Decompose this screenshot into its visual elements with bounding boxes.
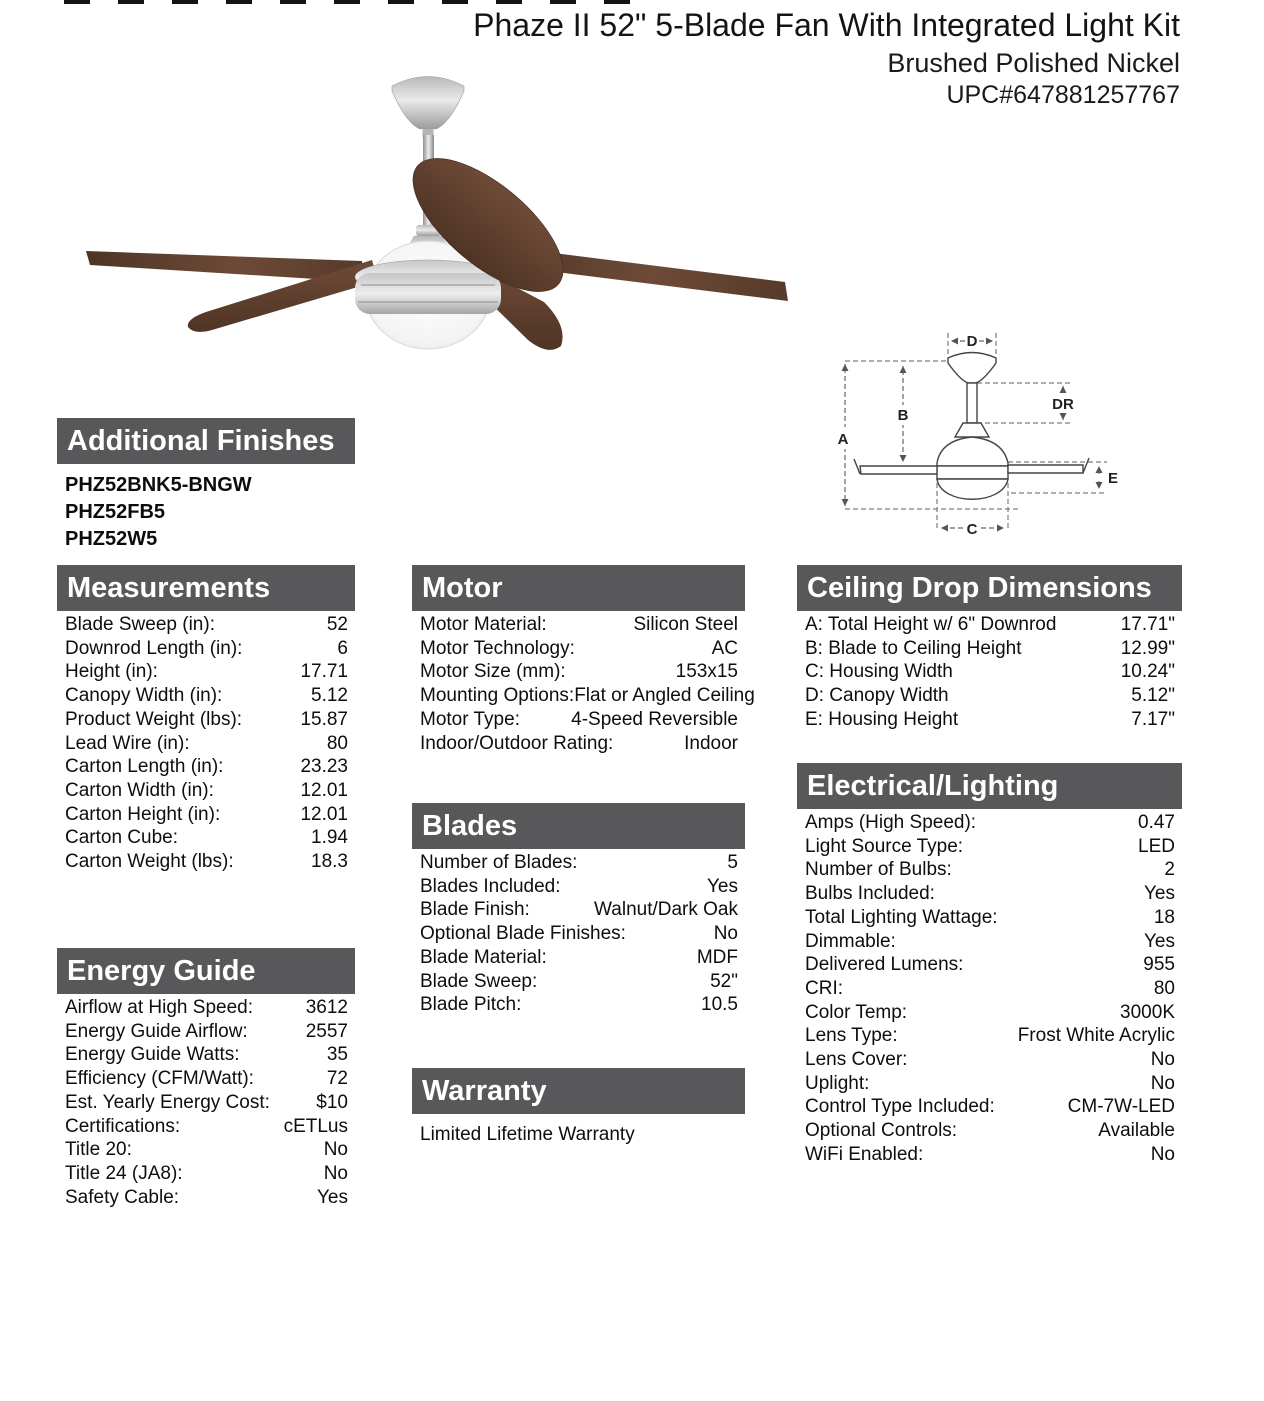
spec-label: Motor Type: xyxy=(420,708,520,730)
section-header-warranty: Warranty xyxy=(412,1068,745,1114)
spec-row xyxy=(57,755,355,779)
spec-value: 18 xyxy=(1153,906,1175,928)
finish-name: Brushed Polished Nickel xyxy=(887,48,1180,78)
spec-label: Airflow at High Speed: xyxy=(65,997,253,1018)
spec-label: Energy Guide Watts: xyxy=(65,1044,240,1066)
spec-label: B: Blade to Ceiling Height xyxy=(805,637,1022,659)
spec-row xyxy=(412,970,745,994)
spec-label: Lens Cover: xyxy=(805,1049,908,1071)
section-motor xyxy=(412,565,755,755)
spec-value: 17.71 xyxy=(300,661,348,683)
finish-model-number: PHZ52BNK5-BNGW xyxy=(65,474,252,496)
spec-label: Carton Width (in): xyxy=(65,779,214,801)
spec-value: $10 xyxy=(316,1091,348,1113)
diagram-label-d: D xyxy=(966,333,978,350)
spec-label: Optional Controls: xyxy=(805,1120,958,1142)
spec-row xyxy=(412,851,745,875)
spec-label: Optional Blade Finishes: xyxy=(420,923,626,945)
upc-code: UPC#647881257767 xyxy=(946,81,1180,109)
spec-row xyxy=(797,637,1182,661)
spec-label: Dimmable: xyxy=(805,930,896,952)
spec-value: 17.71" xyxy=(1120,614,1175,635)
spec-row xyxy=(57,803,355,827)
spec-value: No xyxy=(323,1139,348,1161)
spec-value: Yes xyxy=(1144,930,1175,952)
spec-value: 15.87 xyxy=(300,708,348,730)
section-blades xyxy=(412,803,745,1017)
spec-row xyxy=(57,732,355,756)
spec-row xyxy=(797,1095,1182,1119)
spec-label: Color Temp: xyxy=(805,1001,908,1023)
finish-model-number: PHZ52FB5 xyxy=(65,501,166,523)
section-header-energy-guide: Energy Guide xyxy=(57,948,355,994)
spec-row xyxy=(57,1115,355,1139)
spec-row xyxy=(412,708,745,732)
spec-label: D: Canopy Width xyxy=(805,685,949,707)
spec-row xyxy=(57,637,355,661)
spec-value: 5.12" xyxy=(1131,685,1175,707)
spec-value: 12.01 xyxy=(300,803,348,825)
spec-value: 2557 xyxy=(305,1020,348,1042)
spec-row xyxy=(57,1138,355,1162)
spec-value: cETLus xyxy=(283,1115,348,1137)
spec-row xyxy=(797,1143,1182,1167)
spec-label: Title 20: xyxy=(65,1139,132,1161)
spec-row xyxy=(412,946,745,970)
spec-label: Carton Height (in): xyxy=(65,803,221,825)
spec-value: 80 xyxy=(1153,977,1175,999)
dimension-diagram xyxy=(825,325,1180,555)
spec-label: Number of Bulbs: xyxy=(805,859,952,881)
spec-value: No xyxy=(1150,1143,1175,1165)
spec-row xyxy=(412,613,745,637)
spec-row xyxy=(797,858,1182,882)
spec-label: Est. Yearly Energy Cost: xyxy=(65,1091,270,1113)
spec-value: No xyxy=(1150,1049,1175,1071)
spec-row xyxy=(797,660,1182,684)
spec-row xyxy=(57,850,355,874)
spec-value: Yes xyxy=(707,875,738,897)
spec-label: Blade Material: xyxy=(420,946,547,968)
spec-row xyxy=(797,708,1182,732)
spec-label: Motor Size (mm): xyxy=(420,661,566,683)
spec-value: LED xyxy=(1138,835,1175,857)
spec-row xyxy=(797,1001,1182,1025)
spec-value: 52" xyxy=(710,970,738,992)
spec-label: A: Total Height w/ 6" Downrod xyxy=(805,614,1057,635)
spec-label: Blade Sweep: xyxy=(420,970,538,992)
spec-row xyxy=(57,1186,355,1210)
spec-row xyxy=(797,930,1182,954)
spec-row xyxy=(797,1048,1182,1072)
spec-row xyxy=(797,1119,1182,1143)
spec-label: Bulbs Included: xyxy=(805,883,935,905)
spec-value: 4-Speed Reversible xyxy=(571,708,738,730)
spec-value: 0.47 xyxy=(1138,812,1175,833)
spec-label: Uplight: xyxy=(805,1072,870,1094)
spec-label: Amps (High Speed): xyxy=(805,812,977,833)
section-header-blades: Blades xyxy=(412,803,745,849)
spec-value: 35 xyxy=(326,1044,348,1066)
section-header-additional-finishes: Additional Finishes xyxy=(57,418,355,464)
spec-label: Carton Weight (lbs): xyxy=(65,851,234,873)
spec-label: Total Lighting Wattage: xyxy=(805,906,998,928)
spec-value: 5 xyxy=(727,852,738,873)
spec-value: 1.94 xyxy=(311,827,348,849)
section-ceiling-drop-dimensions xyxy=(797,565,1182,732)
section-header-ceiling-drop-dimensions: Ceiling Drop Dimensions xyxy=(797,565,1182,611)
spec-value: 955 xyxy=(1143,954,1175,976)
spec-label: Height (in): xyxy=(65,661,158,683)
spec-row xyxy=(412,993,745,1017)
spec-row xyxy=(412,637,745,661)
spec-label: Title 24 (JA8): xyxy=(65,1162,183,1184)
spec-value: Available xyxy=(1098,1120,1175,1142)
diagram-label-a: A xyxy=(837,431,849,448)
spec-value: No xyxy=(713,923,738,945)
section-additional-finishes xyxy=(57,418,355,553)
spec-row xyxy=(797,977,1182,1001)
spec-value: No xyxy=(1150,1072,1175,1094)
spec-label: Certifications: xyxy=(65,1115,181,1137)
spec-value: 3612 xyxy=(305,997,348,1018)
spec-value: 10.24" xyxy=(1120,661,1175,683)
spec-label: Energy Guide Airflow: xyxy=(65,1020,248,1042)
spec-row xyxy=(412,898,745,922)
spec-row xyxy=(57,826,355,850)
spec-row xyxy=(57,996,355,1020)
spec-value: Flat or Angled Ceiling xyxy=(574,685,755,707)
spec-value: 153x15 xyxy=(675,661,738,683)
spec-row xyxy=(57,779,355,803)
spec-label: C: Housing Width xyxy=(805,661,953,683)
diagram-label-c: C xyxy=(966,521,978,538)
spec-row xyxy=(797,906,1182,930)
spec-value: Yes xyxy=(317,1186,348,1208)
spec-value: 7.17" xyxy=(1131,708,1175,730)
spec-row xyxy=(57,708,355,732)
spec-row xyxy=(57,1162,355,1186)
spec-row xyxy=(797,684,1182,708)
spec-row xyxy=(412,922,745,946)
spec-label: Indoor/Outdoor Rating: xyxy=(420,732,614,754)
product-photo-fan xyxy=(80,55,800,355)
spec-label: Canopy Width (in): xyxy=(65,685,223,707)
spec-value: 52 xyxy=(326,614,348,635)
diagram-label-b: B xyxy=(897,407,909,424)
spec-label: Carton Length (in): xyxy=(65,756,224,778)
page-title: Phaze II 52" 5-Blade Fan With Integrated Light Kit xyxy=(473,7,1180,43)
spec-label: WiFi Enabled: xyxy=(805,1143,924,1165)
spec-value: CM-7W-LED xyxy=(1067,1096,1175,1118)
spec-label: Lead Wire (in): xyxy=(65,732,190,754)
section-energy-guide xyxy=(57,948,355,1209)
spec-value: MDF xyxy=(696,946,738,968)
section-electrical-lighting xyxy=(797,763,1182,1167)
spec-row xyxy=(797,835,1182,859)
spec-row xyxy=(57,684,355,708)
spec-value: 18.3 xyxy=(311,851,348,873)
finish-model-number: PHZ52W5 xyxy=(65,528,158,550)
spec-row xyxy=(797,1072,1182,1096)
spec-label: Blade Finish: xyxy=(420,899,530,921)
spec-label: Downrod Length (in): xyxy=(65,637,243,659)
spec-value: No xyxy=(323,1162,348,1184)
spec-value: 6 xyxy=(337,637,348,659)
spec-label: Lens Type: xyxy=(805,1025,898,1047)
spec-value: Frost White Acrylic xyxy=(1017,1025,1175,1047)
spec-row xyxy=(797,811,1182,835)
spec-label: Motor Technology: xyxy=(420,637,575,659)
spec-label: Control Type Included: xyxy=(805,1096,995,1118)
warranty-text: Limited Lifetime Warranty xyxy=(420,1124,635,1145)
spec-value: 12.99" xyxy=(1120,637,1175,659)
spec-value: 72 xyxy=(326,1068,348,1090)
spec-label: Carton Cube: xyxy=(65,827,179,849)
section-warranty xyxy=(412,1068,745,1146)
spec-value: 2 xyxy=(1164,859,1175,881)
spec-row xyxy=(57,613,355,637)
spec-label: Blade Sweep (in): xyxy=(65,614,215,635)
spec-label: CRI: xyxy=(805,977,843,999)
spec-label: Delivered Lumens: xyxy=(805,954,964,976)
diagram-label-dr: DR xyxy=(1052,396,1074,413)
spec-row xyxy=(57,1020,355,1044)
spec-label: E: Housing Height xyxy=(805,708,959,730)
spec-label: Motor Material: xyxy=(420,614,547,635)
spec-label: Mounting Options: xyxy=(420,685,575,707)
spec-value: 5.12 xyxy=(311,685,348,707)
spec-value: 80 xyxy=(326,732,348,754)
spec-row xyxy=(57,1043,355,1067)
spec-row xyxy=(57,660,355,684)
spec-value: 23.23 xyxy=(300,756,348,778)
spec-row xyxy=(412,875,745,899)
section-header-measurements: Measurements xyxy=(57,565,355,611)
section-header-electrical-lighting: Electrical/Lighting xyxy=(797,763,1182,809)
spec-row xyxy=(412,684,755,708)
spec-row xyxy=(797,613,1182,637)
spec-label: Number of Blades: xyxy=(420,852,578,873)
spec-label: Safety Cable: xyxy=(65,1186,180,1208)
spec-row xyxy=(797,882,1182,906)
spec-value: 3000K xyxy=(1120,1001,1175,1023)
spec-value: 12.01 xyxy=(300,779,348,801)
section-header-motor: Motor xyxy=(412,565,745,611)
spec-label: Light Source Type: xyxy=(805,835,964,857)
spec-row xyxy=(57,1067,355,1091)
spec-value: Yes xyxy=(1144,883,1175,905)
finish-list xyxy=(57,464,355,553)
spec-value: AC xyxy=(711,637,738,659)
spec-row xyxy=(412,660,745,684)
spec-label: Product Weight (lbs): xyxy=(65,708,243,730)
section-measurements xyxy=(57,565,355,874)
spec-value: 10.5 xyxy=(701,994,738,1016)
spec-label: Efficiency (CFM/Watt): xyxy=(65,1068,254,1090)
spec-row xyxy=(412,732,745,756)
diagram-label-e: E xyxy=(1107,470,1119,487)
spec-value: Indoor xyxy=(684,732,738,754)
spec-value: Walnut/Dark Oak xyxy=(594,899,738,921)
spec-row xyxy=(797,1024,1182,1048)
spec-label: Blade Pitch: xyxy=(420,994,522,1016)
spec-value: Silicon Steel xyxy=(633,614,738,635)
spec-row xyxy=(57,1091,355,1115)
spec-label: Blades Included: xyxy=(420,875,561,897)
spec-row xyxy=(797,953,1182,977)
